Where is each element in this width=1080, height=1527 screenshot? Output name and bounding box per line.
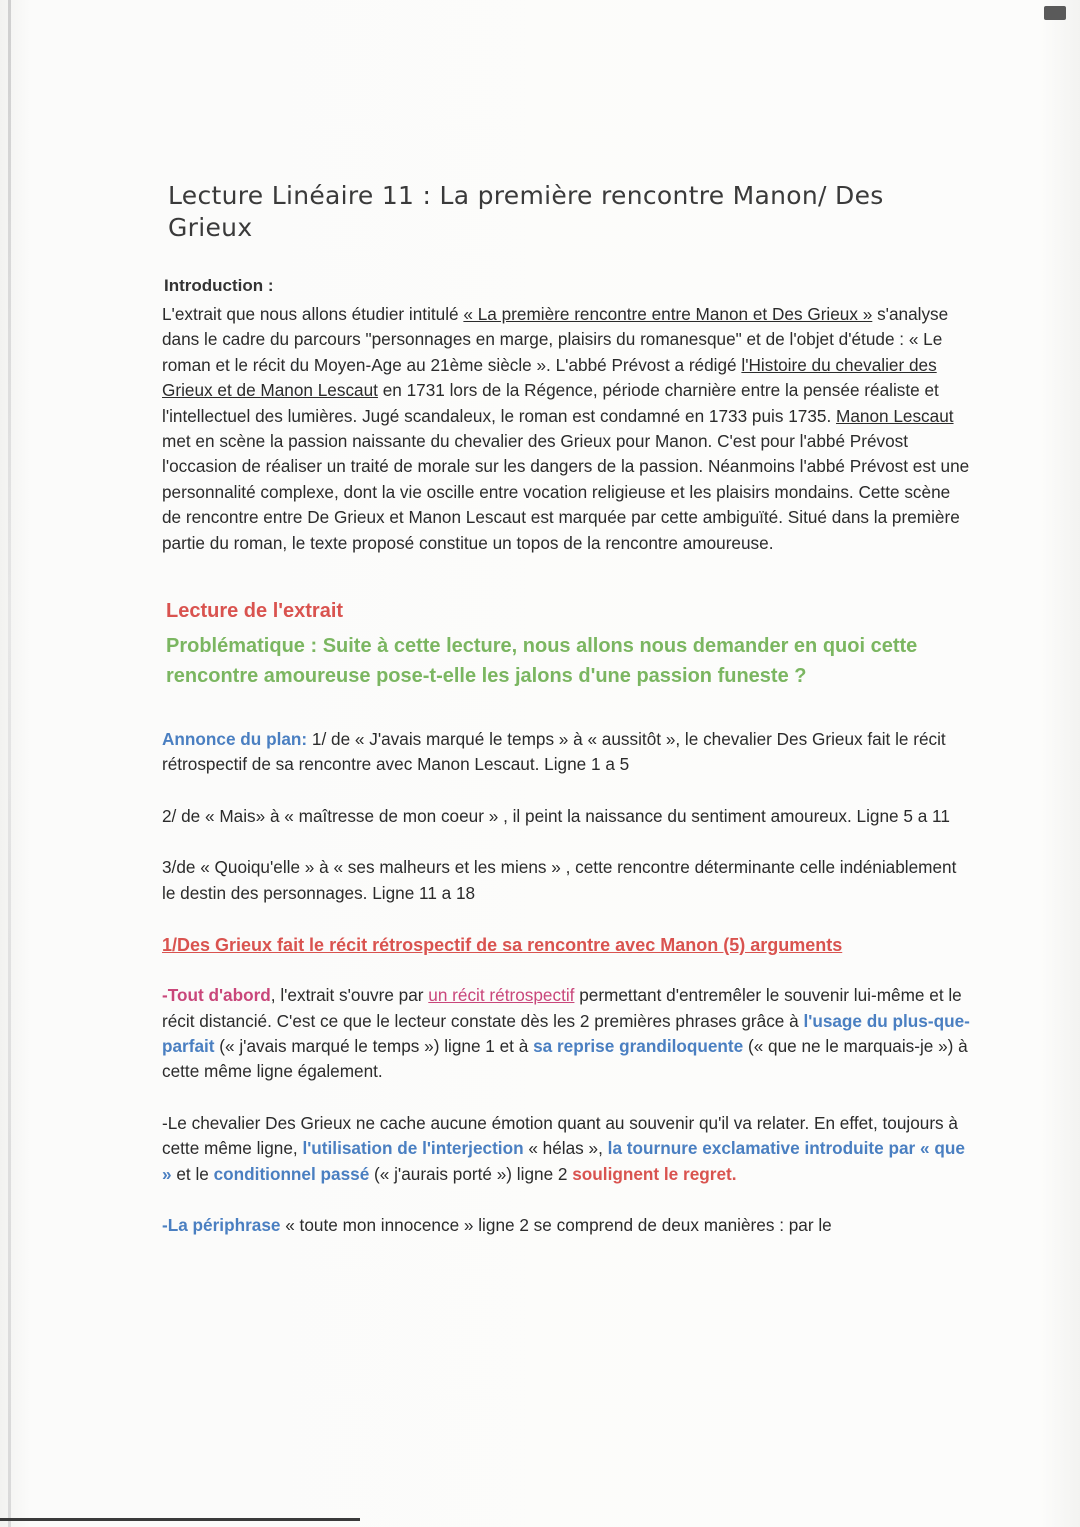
intro-label: Introduction :	[164, 276, 274, 295]
extract-title: « La première rencontre entre Manon et Des Grieux »	[463, 304, 873, 324]
section-1-heading: 1/Des Grieux fait le récit rétrospectif de sa rencontre avec Manon (5) arguments	[162, 935, 843, 956]
plan-part-3: 3/de « Quoiqu'elle » à « ses malheurs et les miens » , cette rencontre déterminante celle indéniablement le destin des personnages. Ligne 11 a 18	[162, 857, 957, 903]
intro-paragraph: L'extrait que nous allons étudier intitulé « La première rencontre entre Manon et Des Grieux » s'analyse dans le cadre du parcours "personnages en marge, plaisirs du romanesque" et de l'objet d'étude : « Le roman et le récit du Moyen-Age au 21ème siècle ». L'abbé Prévost a rédigé l'Histoire du chevalier des Grieux et de Manon Lescaut en 1731 lors de la Régence, période charnière entre la pensée réaliste et l'intellectuel des lumières. Jugé scandaleux, le roman est condamné en 1733 puis 1735. Manon Lescaut met en scène la passion naissante du chevalier des Grieux pour Manon. C'est pour l'abbé Prévost l'occasion de réaliser un traité de morale sur les dangers de la passion. Néanmoins l'abbé Prévost est une personnalité complexe, dont la vie oscille entre vocation religieuse et les plaisirs mondains. Cette scène de rencontre entre De Grieux et Manon Lescaut est marquée par cette ambiguïté. Situé dans la première partie du roman, le texte proposé constitue un topos de la rencontre amoureuse.	[162, 304, 970, 553]
lecture-heading: Lecture de l'extrait	[166, 600, 344, 623]
document-title: Lecture Linéaire 11 : La première rencontre Manon/ Des Grieux	[168, 181, 884, 242]
problematique: Problématique : Suite à cette lecture, nous allons nous demander en quoi cette rencontre amoureuse pose-t-elle les jalons d'une passion funeste ?	[166, 635, 918, 688]
argument-2: -Le chevalier Des Grieux ne cache aucune émotion quant au souvenir qu'il va relater. En effet, toujours à cette même ligne, l'utilisation de l'interjection « hélas », la tournure exclamative introduite par « que » et le conditionnel passé (« j'aurais porté ») ligne 2 soulignent le regret.	[162, 1112, 965, 1184]
novel-title: l'Histoire du chevalier des Grieux et de Manon Lescaut	[162, 354, 937, 401]
argument-1: -Tout d'abord, l'extrait s'ouvre par un récit rétrospectif permettant d'entremêler le souvenir lui-même et le récit distancié. C'est ce que le lecteur constate dès les 2 premières phrases grâce à l'usage du plus-que-parfait (« j'avais marqué le temps ») ligne 1 et à sa reprise grandiloquente (« que ne le marquais-je ») à cette même ligne également.	[162, 985, 970, 1082]
plan-part-1: Annonce du plan: 1/ de « J'avais marqué le temps » à « aussitôt », le chevalier Des Grieux fait le récit rétrospectif de sa rencontre avec Manon Lescaut. Ligne 1 a 5	[162, 729, 946, 775]
plan-label: Annonce du plan:	[162, 729, 308, 750]
plan-part-2: 2/ de « Mais» à « maîtresse de mon coeur » , il peint la naissance du sentiment amoureux. Ligne 5 a 11	[162, 805, 950, 826]
argument-3: -La périphrase « toute mon innocence » ligne 2 se comprend de deux manières : par le	[162, 1214, 832, 1235]
document-content	[162, 180, 972, 1264]
novel-short-title: Manon Lescaut	[836, 405, 954, 426]
scan-corner-mark	[1044, 6, 1066, 20]
scan-bottom-line	[0, 1518, 360, 1521]
page-edge-shadow	[8, 0, 11, 1527]
